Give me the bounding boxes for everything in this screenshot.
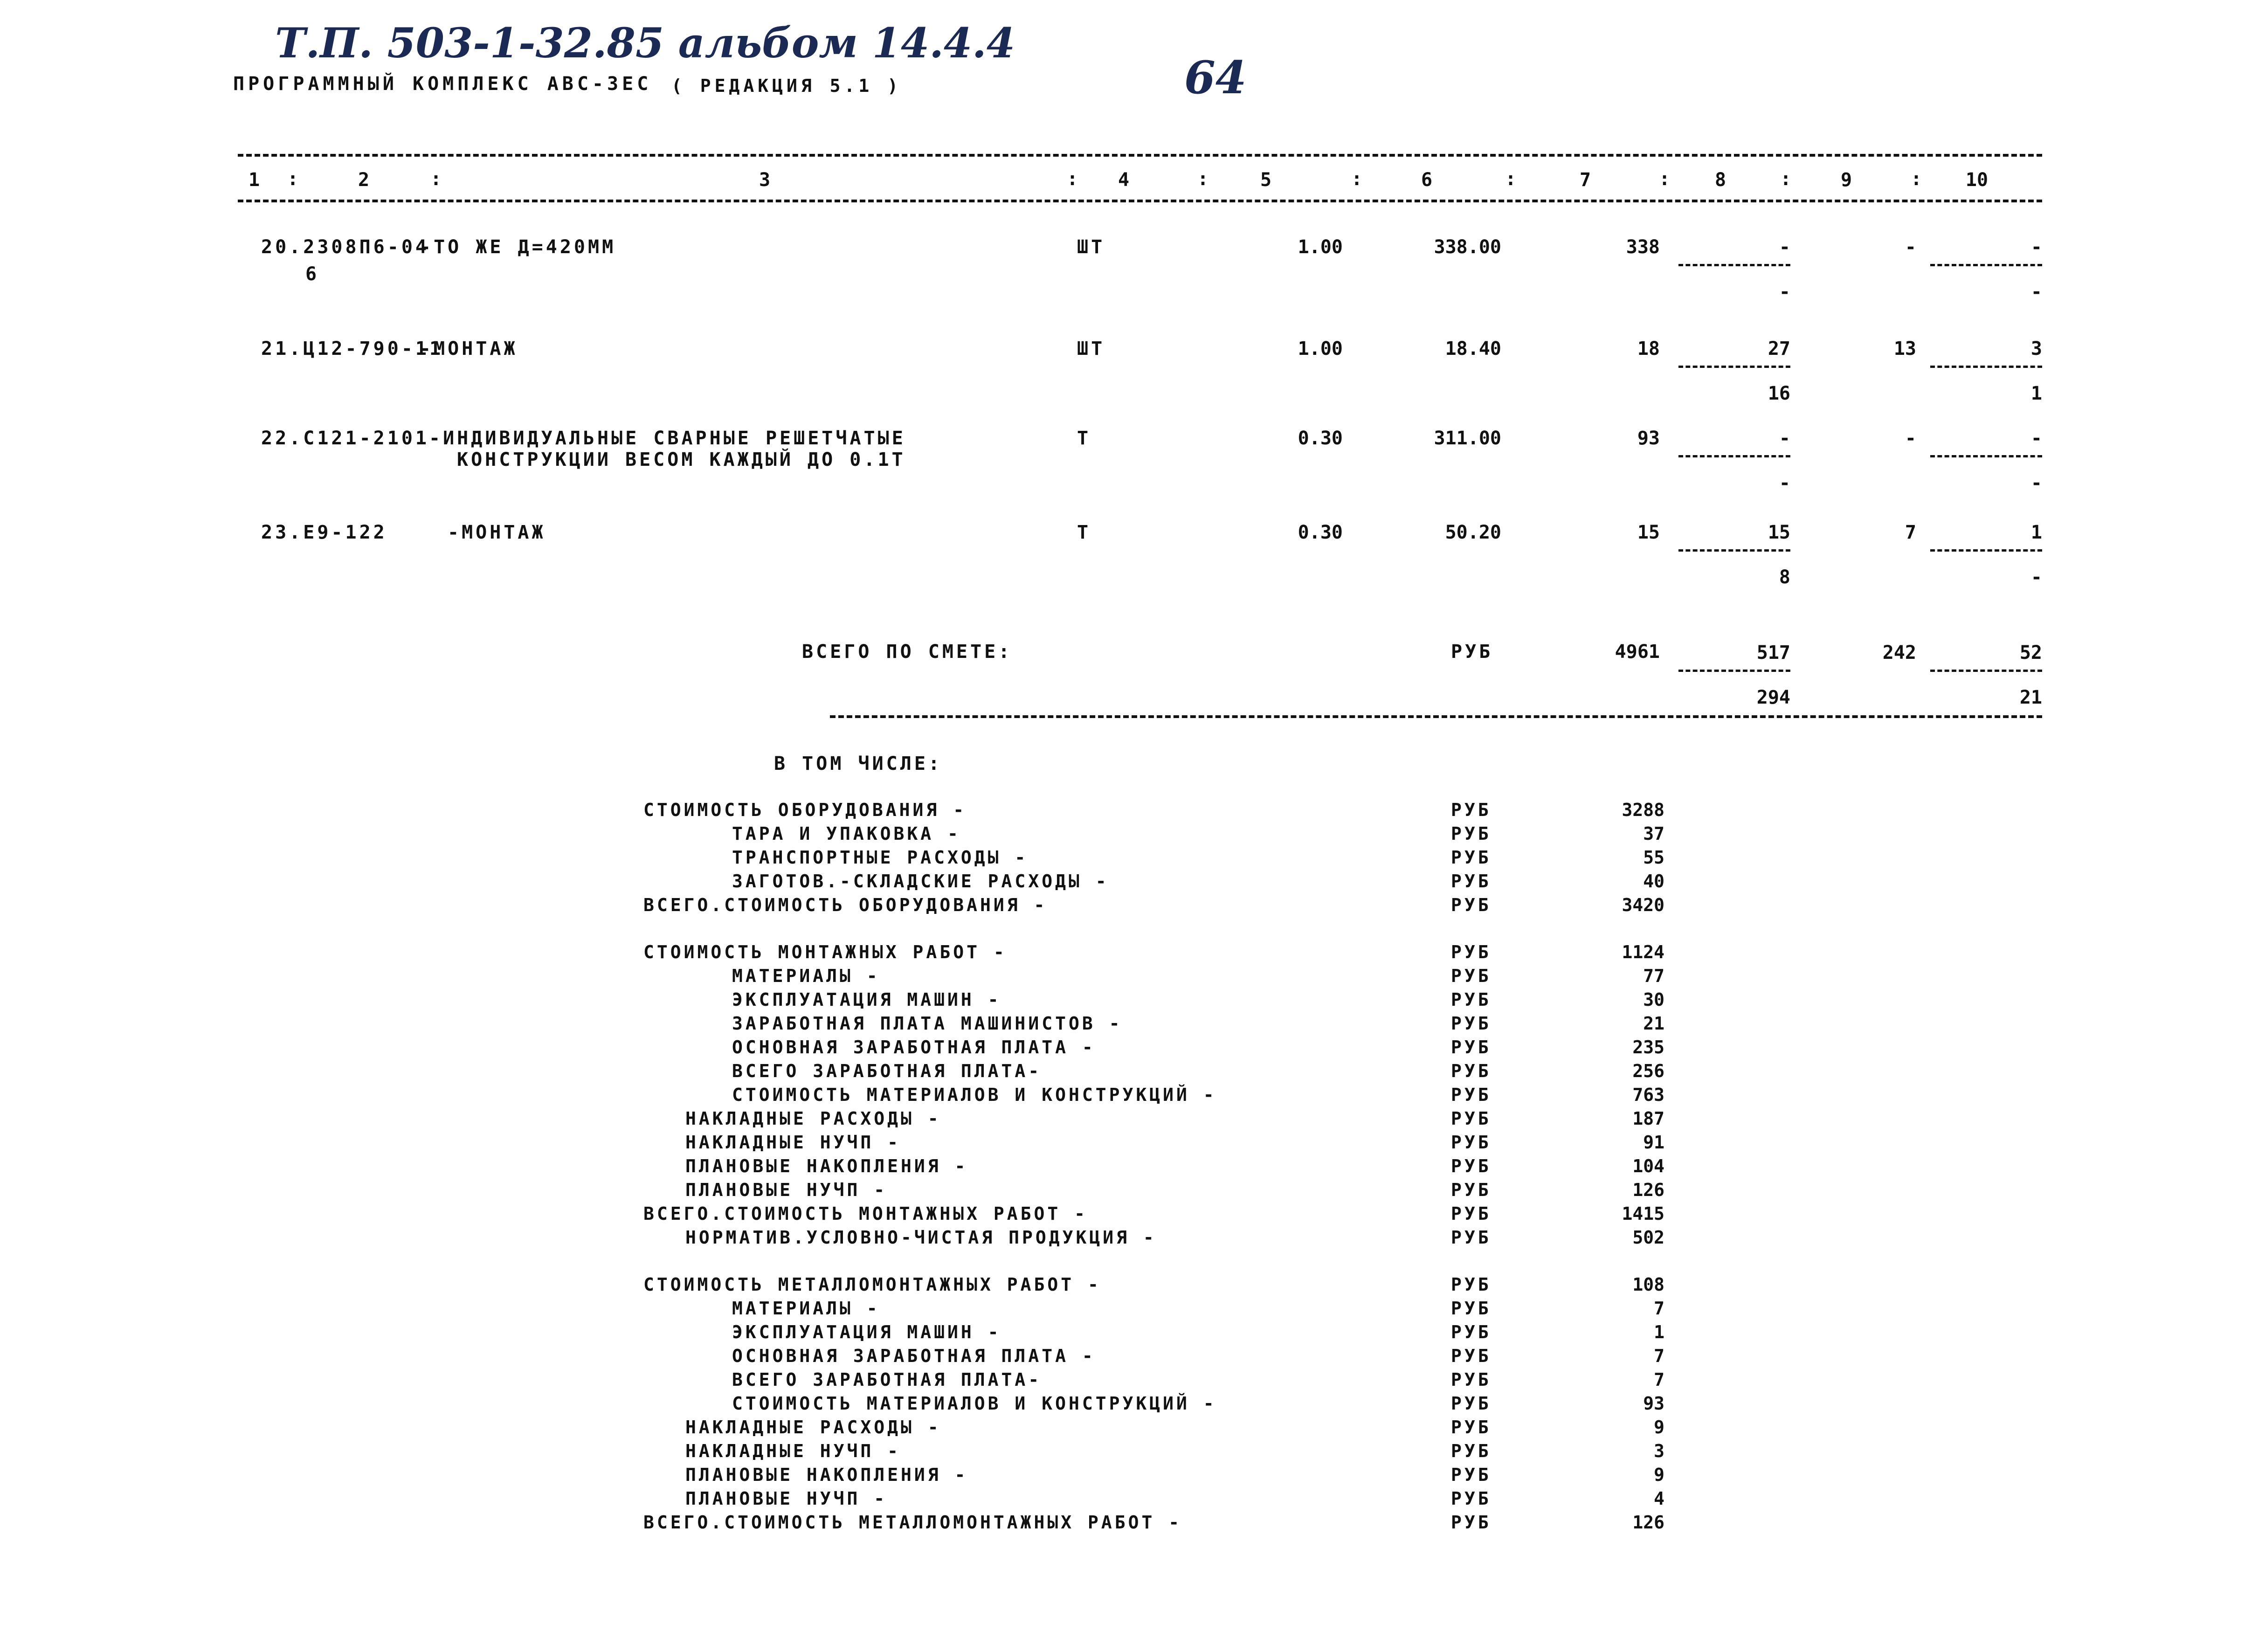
grand-total-col8-rule — [1678, 670, 1790, 672]
cost-line-value: 40 — [1643, 871, 1664, 892]
column-separator: : — [430, 168, 442, 190]
page-number: 64 — [1184, 51, 1247, 104]
item-unit: ШТ — [1077, 236, 1105, 258]
cost-line-label: ВСЕГО ЗАРАБОТНАЯ ПЛАТА- — [732, 1369, 1042, 1390]
item-col8-bottom: 8 — [1779, 567, 1790, 588]
cost-line-value: 1124 — [1622, 942, 1664, 962]
cost-line-label: ВСЕГО.СТОИМОСТЬ ОБОРУДОВАНИЯ - — [643, 895, 1048, 915]
cost-line-value: 502 — [1632, 1227, 1664, 1248]
column-header-3: 3 — [759, 169, 771, 191]
grand-total-col10-bottom: 21 — [2019, 687, 2042, 708]
item-col8-top: 27 — [1768, 338, 1790, 359]
item-total: 93 — [1637, 428, 1660, 449]
cost-line-unit: РУБ — [1451, 1298, 1492, 1319]
cost-line-unit: РУБ — [1451, 1274, 1492, 1295]
item-col8-bottom: - — [1779, 472, 1790, 494]
item-code-suffix: 6 — [305, 263, 320, 285]
cost-line-value: 3420 — [1622, 895, 1664, 915]
item-col10-bottom: - — [2030, 472, 2042, 494]
cost-line-label: ПЛАНОВЫЕ НАКОПЛЕНИЯ - — [685, 1465, 968, 1485]
column-separator: : — [1910, 168, 1922, 190]
item-unit: ШТ — [1077, 338, 1105, 359]
cost-line-unit: РУБ — [1451, 1037, 1492, 1058]
column-separator: : — [1197, 168, 1209, 190]
cost-line-unit: РУБ — [1451, 1156, 1492, 1176]
cost-line-value: 3 — [1654, 1441, 1664, 1461]
table-top-rule — [238, 154, 2042, 157]
cost-line-label: ПЛАНОВЫЕ НАКОПЛЕНИЯ - — [685, 1156, 968, 1176]
cost-line-unit: РУБ — [1451, 1108, 1492, 1129]
cost-line-label: ВСЕГО ЗАРАБОТНАЯ ПЛАТА- — [732, 1061, 1042, 1081]
cost-line-unit: РУБ — [1451, 1203, 1492, 1224]
header-bottom-rule — [238, 200, 2042, 202]
cost-line-unit: РУБ — [1451, 1465, 1492, 1485]
column-header-8: 8 — [1714, 169, 1726, 191]
column-header-9: 9 — [1840, 169, 1852, 191]
cost-line-label: ВСЕГО.СТОИМОСТЬ МОНТАЖНЫХ РАБОТ - — [643, 1203, 1088, 1224]
cost-line-value: 55 — [1643, 847, 1664, 868]
cost-line-value: 30 — [1643, 989, 1664, 1010]
column-separator: : — [1780, 168, 1792, 190]
cost-line-value: 1415 — [1622, 1203, 1664, 1224]
cost-line-value: 763 — [1632, 1085, 1664, 1105]
cost-line-unit: РУБ — [1451, 1417, 1492, 1438]
grand-total-col10-top: 52 — [2019, 642, 2042, 664]
cost-line-value: 4 — [1654, 1488, 1664, 1509]
column-separator: : — [287, 168, 299, 190]
item-unit-price: 311.00 — [1434, 428, 1501, 449]
item-col10-top: 1 — [2030, 522, 2042, 543]
cost-line-label: ЗАРАБОТНАЯ ПЛАТА МАШИНИСТОВ - — [732, 1013, 1123, 1034]
cost-line-value: 126 — [1632, 1512, 1664, 1533]
cost-line-unit: РУБ — [1451, 1393, 1492, 1414]
cost-line-unit: РУБ — [1451, 1346, 1492, 1366]
program-title: ПРОГРАММНЫЙ КОМПЛЕКС АВС-3ЕС — [233, 73, 652, 95]
column-header-10: 10 — [1965, 169, 1989, 191]
cost-line-value: 77 — [1643, 966, 1664, 986]
cost-line-label: НОРМАТИВ.УСЛОВНО-ЧИСТАЯ ПРОДУКЦИЯ - — [685, 1227, 1157, 1248]
item-description: -ИНДИВИДУАЛЬНЫЕ СВАРНЫЕ РЕШЕТЧАТЫЕ — [429, 428, 906, 449]
item-total: 15 — [1637, 522, 1660, 543]
cost-line-unit: РУБ — [1451, 895, 1492, 915]
item-col8-rule — [1678, 549, 1790, 552]
item-quantity: 1.00 — [1298, 338, 1343, 359]
cost-line-unit: РУБ — [1451, 989, 1492, 1010]
cost-line-label: ОСНОВНАЯ ЗАРАБОТНАЯ ПЛАТА - — [732, 1346, 1096, 1366]
item-col8-rule — [1678, 366, 1790, 368]
cost-line-label: НАКЛАДНЫЕ НУЧП - — [685, 1132, 901, 1153]
item-col10-bottom: - — [2030, 281, 2042, 303]
item-col10-bottom: 1 — [2030, 383, 2042, 404]
column-separator: : — [1658, 168, 1671, 190]
column-header-2: 2 — [358, 169, 370, 191]
cost-line-label: ПЛАНОВЫЕ НУЧП - — [685, 1488, 888, 1509]
column-separator: : — [1505, 168, 1517, 190]
grand-total-unit: РУБ — [1451, 641, 1493, 663]
item-description-cont: КОНСТРУКЦИИ ВЕСОМ КАЖДЫЙ ДО 0.1Т — [457, 449, 906, 470]
grand-total-bottom-rule — [830, 715, 2042, 718]
item-col10-rule — [1930, 366, 2042, 368]
grand-total-label: ВСЕГО ПО СМЕТЕ: — [802, 641, 1013, 663]
item-col9: 7 — [1905, 522, 1916, 543]
cost-line-unit: РУБ — [1451, 1322, 1492, 1342]
column-header-5: 5 — [1260, 169, 1272, 191]
item-col10-rule — [1930, 455, 2042, 457]
cost-line-unit: РУБ — [1451, 1061, 1492, 1081]
cost-line-value: 7 — [1654, 1369, 1664, 1390]
cost-line-label: НАКЛАДНЫЕ НУЧП - — [685, 1441, 901, 1461]
cost-line-unit: РУБ — [1451, 1013, 1492, 1034]
grand-total-col8-bottom: 294 — [1756, 687, 1790, 708]
including-label: В ТОМ ЧИСЛЕ: — [774, 753, 942, 774]
cost-line-value: 7 — [1654, 1346, 1664, 1366]
item-quantity: 0.30 — [1298, 522, 1343, 543]
item-col10-rule — [1930, 549, 2042, 552]
item-col10-top: - — [2030, 236, 2042, 258]
cost-line-label: ОСНОВНАЯ ЗАРАБОТНАЯ ПЛАТА - — [732, 1037, 1096, 1058]
cost-line-label: ЗАГОТОВ.-СКЛАДСКИЕ РАСХОДЫ - — [732, 871, 1109, 892]
item-col9: 13 — [1893, 338, 1916, 359]
item-col8-bottom: - — [1779, 281, 1790, 303]
cost-line-value: 104 — [1632, 1156, 1664, 1176]
cost-line-unit: РУБ — [1451, 942, 1492, 962]
cost-line-unit: РУБ — [1451, 823, 1492, 844]
cost-line-label: ЭКСПЛУАТАЦИЯ МАШИН - — [732, 989, 1001, 1010]
cost-line-unit: РУБ — [1451, 1512, 1492, 1533]
cost-line-value: 7 — [1654, 1298, 1664, 1319]
item-col10-top: 3 — [2030, 338, 2042, 359]
cost-line-label: ВСЕГО.СТОИМОСТЬ МЕТАЛЛОМОНТАЖНЫХ РАБОТ - — [643, 1512, 1182, 1533]
cost-line-value: 9 — [1654, 1417, 1664, 1438]
item-code: 21.Ц12-790-11 — [261, 338, 444, 359]
cost-line-label: СТОИМОСТЬ МАТЕРИАЛОВ И КОНСТРУКЦИЙ - — [732, 1393, 1217, 1414]
cost-line-unit: РУБ — [1451, 800, 1492, 820]
cost-line-unit: РУБ — [1451, 847, 1492, 868]
item-total: 338 — [1626, 236, 1660, 258]
cost-line-label: ПЛАНОВЫЕ НУЧП - — [685, 1180, 888, 1200]
cost-line-label: НАКЛАДНЫЕ РАСХОДЫ - — [685, 1417, 941, 1438]
cost-line-unit: РУБ — [1451, 1132, 1492, 1153]
grand-total-value: 4961 — [1615, 641, 1660, 663]
cost-line-label: НАКЛАДНЫЕ РАСХОДЫ - — [685, 1108, 941, 1129]
column-header-7: 7 — [1579, 169, 1591, 191]
cost-line-value: 1 — [1654, 1322, 1664, 1342]
item-col8-rule — [1678, 455, 1790, 457]
item-col9: - — [1905, 428, 1916, 449]
column-header-6: 6 — [1421, 169, 1433, 191]
item-code: 20.2308П6-04 — [261, 236, 429, 258]
grand-total-col10-rule — [1930, 670, 2042, 672]
cost-line-label: СТОИМОСТЬ МОНТАЖНЫХ РАБОТ - — [643, 942, 1007, 962]
cost-line-value: 37 — [1643, 823, 1664, 844]
album-reference: Т.П. 503-1-32.85 альбом 14.4.4 — [275, 19, 1015, 67]
column-header-1: 1 — [248, 169, 260, 191]
cost-line-unit: РУБ — [1451, 871, 1492, 892]
item-code: 22.С121-2101 — [261, 428, 429, 449]
cost-line-label: МАТЕРИАЛЫ - — [732, 966, 880, 986]
cost-line-value: 108 — [1632, 1274, 1664, 1295]
cost-line-unit: РУБ — [1451, 1488, 1492, 1509]
cost-line-unit: РУБ — [1451, 1227, 1492, 1248]
cost-line-label: ТРАНСПОРТНЫЕ РАСХОДЫ - — [732, 847, 1029, 868]
cost-line-value: 187 — [1632, 1108, 1664, 1129]
cost-line-unit: РУБ — [1451, 1085, 1492, 1105]
cost-line-label: СТОИМОСТЬ МЕТАЛЛОМОНТАЖНЫХ РАБОТ - — [643, 1274, 1101, 1295]
cost-line-value: 3288 — [1622, 800, 1664, 820]
item-col8-top: - — [1779, 236, 1790, 258]
item-col10-rule — [1930, 264, 2042, 266]
cost-line-unit: РУБ — [1451, 1441, 1492, 1461]
item-col10-top: - — [2030, 428, 2042, 449]
cost-line-unit: РУБ — [1451, 966, 1492, 986]
item-code: 23.Е9-122 — [261, 522, 387, 543]
cost-line-value: 126 — [1632, 1180, 1664, 1200]
cost-line-value: 235 — [1632, 1037, 1664, 1058]
item-unit-price: 18.40 — [1445, 338, 1501, 359]
item-col8-top: - — [1779, 428, 1790, 449]
item-description: -МОНТАЖ — [448, 522, 546, 543]
grand-total-col8-top: 517 — [1756, 642, 1790, 664]
cost-line-unit: РУБ — [1451, 1369, 1492, 1390]
item-col8-top: 15 — [1768, 522, 1790, 543]
cost-line-label: МАТЕРИАЛЫ - — [732, 1298, 880, 1319]
cost-line-label: ТАРА И УПАКОВКА - — [732, 823, 961, 844]
item-quantity: 1.00 — [1298, 236, 1343, 258]
item-unit: Т — [1077, 428, 1091, 449]
cost-line-label: СТОИМОСТЬ ОБОРУДОВАНИЯ - — [643, 800, 967, 820]
item-description: -ТО ЖЕ Д=420ММ — [420, 236, 616, 258]
item-quantity: 0.30 — [1298, 428, 1343, 449]
cost-line-value: 9 — [1654, 1465, 1664, 1485]
item-unit-price: 338.00 — [1434, 236, 1501, 258]
item-col9: - — [1905, 236, 1916, 258]
item-unit: Т — [1077, 522, 1091, 543]
cost-line-label: ЭКСПЛУАТАЦИЯ МАШИН - — [732, 1322, 1001, 1342]
item-col8-bottom: 16 — [1768, 383, 1790, 404]
revision-label: ( РЕДАКЦИЯ 5.1 ) — [671, 76, 902, 96]
cost-line-value: 21 — [1643, 1013, 1664, 1034]
item-col10-bottom: - — [2030, 567, 2042, 588]
column-separator: : — [1351, 168, 1363, 190]
item-unit-price: 50.20 — [1445, 522, 1501, 543]
item-col8-rule — [1678, 264, 1790, 266]
cost-line-label: СТОИМОСТЬ МАТЕРИАЛОВ И КОНСТРУКЦИЙ - — [732, 1085, 1217, 1105]
grand-total-col9: 242 — [1882, 642, 1916, 664]
cost-line-value: 93 — [1643, 1393, 1664, 1414]
item-total: 18 — [1637, 338, 1660, 359]
column-separator: : — [1066, 168, 1078, 190]
cost-line-value: 91 — [1643, 1132, 1664, 1153]
item-description: -МОНТАЖ — [420, 338, 518, 359]
cost-line-value: 256 — [1632, 1061, 1664, 1081]
column-header-4: 4 — [1118, 169, 1130, 191]
cost-line-unit: РУБ — [1451, 1180, 1492, 1200]
